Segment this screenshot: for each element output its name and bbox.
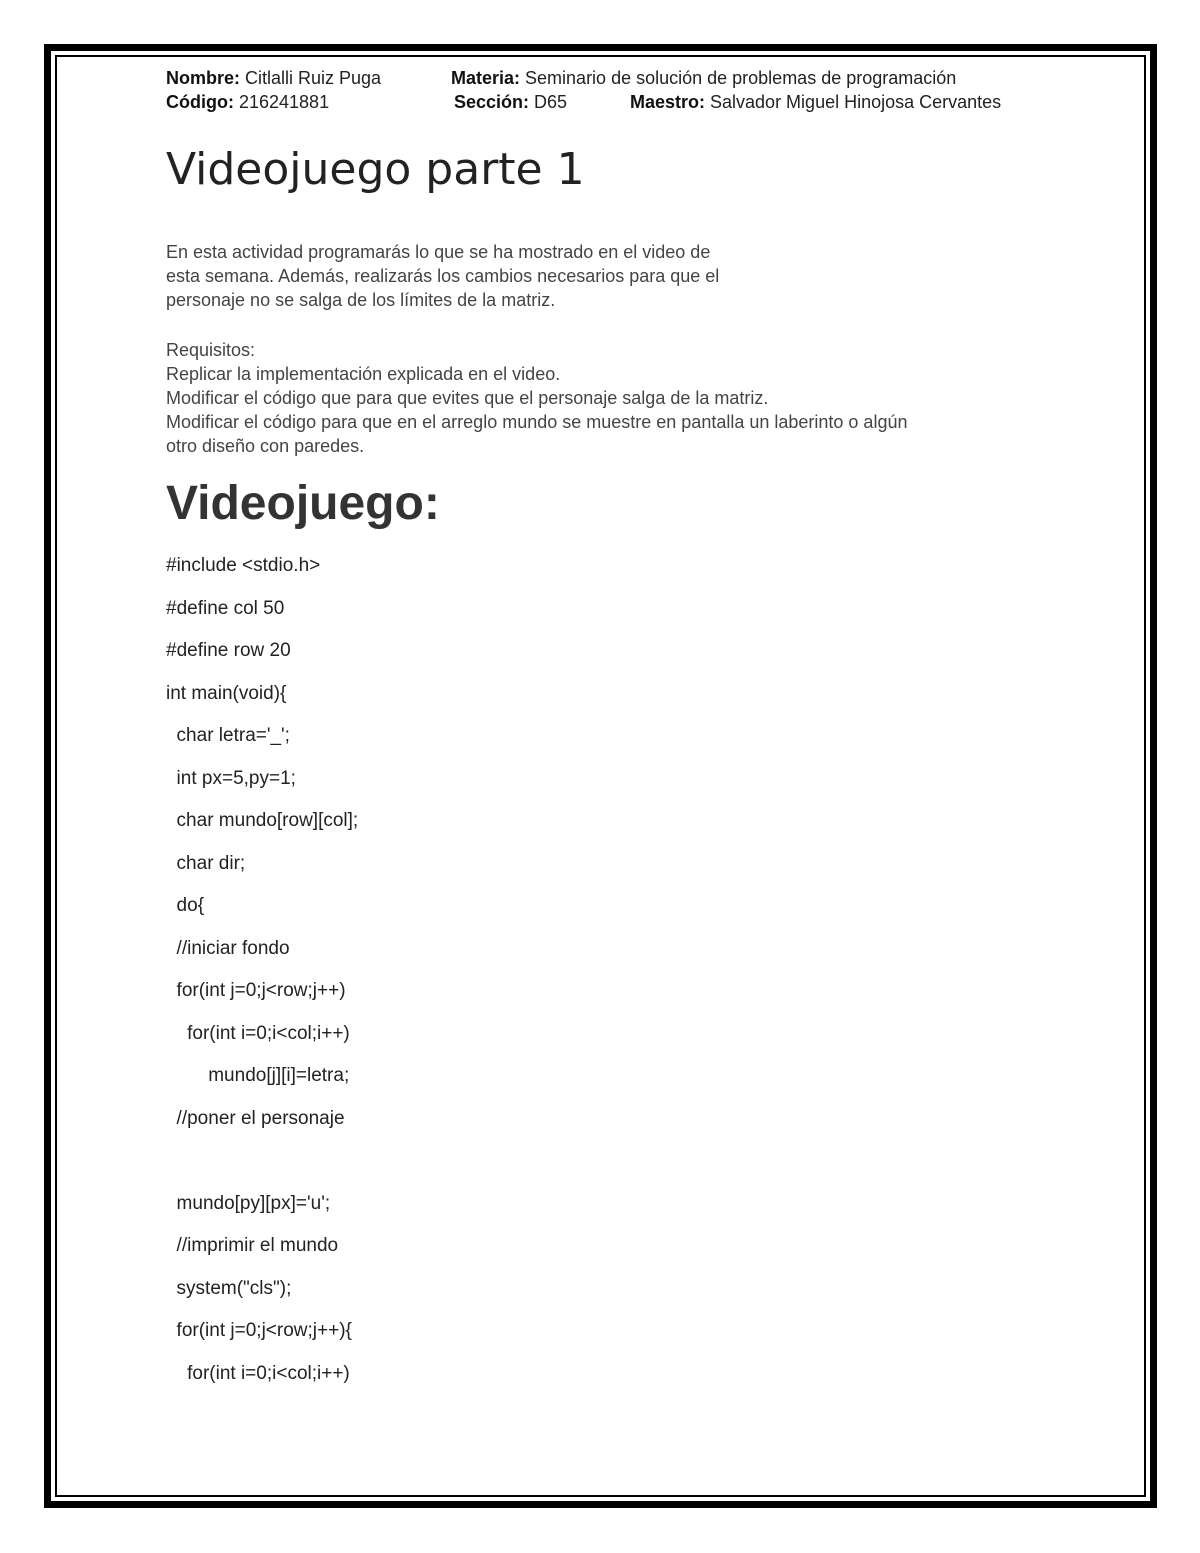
code-line: #define row 20 [166,640,291,661]
code-block [166,552,358,1402]
codigo-field [166,90,329,114]
code-line: for(int j=0;j<row;j++){ [166,1320,352,1341]
code-line: mundo[py][px]='u'; [166,1192,331,1214]
intro-line: En esta actividad programarás lo que se ha mostrado en el video de [166,242,711,262]
materia-label: Materia: [451,68,521,88]
materia-value: Seminario de solución de problemas de programación [520,68,957,88]
code-line: int px=5,py=1; [166,767,296,789]
header-row-1 [166,66,1046,90]
code-line: system("cls"); [166,1277,292,1299]
maestro-label: Maestro: [630,92,706,112]
codigo-label: Código: [166,92,234,112]
code-line: do{ [166,895,205,916]
code-line: //iniciar fondo [166,937,290,959]
requirements-line: Modificar el código para que en el arreglo mundo se muestre en pantalla un laberinto o algún [166,412,908,432]
code-line: #define col 50 [166,597,285,619]
maestro-value: Salvador Miguel Hinojosa Cervantes [705,92,1002,112]
document-title: Videojuego parte 1 [166,144,585,195]
code-line: char letra='_'; [166,725,290,746]
section-title: Videojuego: [166,477,440,530]
code-line: char mundo[row][col]; [166,810,359,831]
seccion-label: Sección: [454,92,530,112]
requirements-line: Modificar el código que para que evites que el personaje salga de la matriz. [166,388,769,408]
requirements-line: Requisitos: [166,340,256,360]
seccion-value: D65 [529,92,568,112]
code-line: #include <stdio.h> [166,555,321,576]
intro-line: personaje no se salga de los límites de la matriz. [166,290,556,310]
codigo-value: 216241881 [233,92,330,112]
requirements-line: otro diseño con paredes. [166,436,365,456]
code-line: int main(void){ [166,682,287,704]
code-line: for(int i=0;i<col;i++) [166,1022,350,1044]
maestro-field [630,90,1001,114]
code-line [166,1147,358,1190]
code-line: //poner el personaje [166,1107,345,1129]
seccion-field [454,90,567,114]
intro-paragraph [166,240,719,312]
header-row-2 [166,90,1046,114]
intro-line: esta semana. Además, realizarás los cambios necesarios para que el [166,266,720,286]
document-content [166,66,1046,1384]
code-line: char dir; [166,852,246,874]
materia-field [451,66,956,90]
code-line: mundo[j][i]=letra; [166,1065,350,1086]
code-line: for(int i=0;i<col;i++) [166,1362,350,1384]
requirements-block [166,338,907,458]
code-line: for(int j=0;j<row;j++) [166,980,346,1001]
nombre-field [166,66,381,90]
nombre-value: Citlalli Ruiz Puga [240,68,382,88]
code-line: //imprimir el mundo [166,1235,339,1256]
nombre-label: Nombre: [166,68,241,88]
requirements-line: Replicar la implementación explicada en el video. [166,364,561,384]
